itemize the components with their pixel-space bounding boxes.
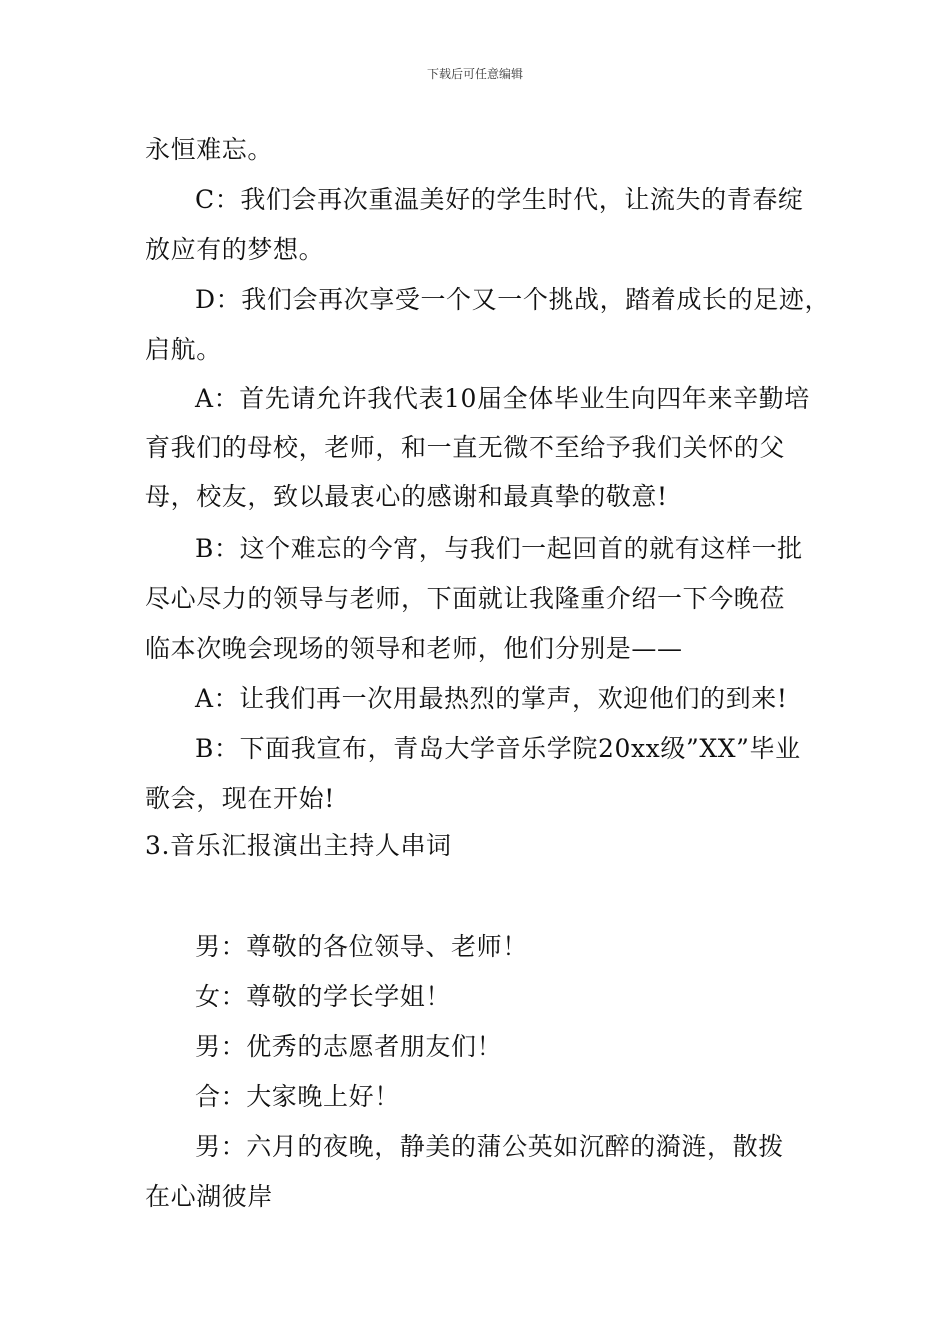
text-line: 男：尊敬的各位领导、老师！	[195, 932, 528, 961]
text-line: 永恒难忘。	[145, 135, 274, 164]
text-line: D：我们会再次享受一个又一个挑战，踏着成长的足迹，	[195, 285, 831, 314]
text-line: 尽心尽力的领导与老师，下面就让我隆重介绍一下今晚莅	[145, 584, 786, 613]
text-line: 启航。	[145, 335, 222, 364]
text-line: 男：六月的夜晚，静美的蒲公英如沉醉的漪涟，散拨	[195, 1132, 784, 1161]
text-line: 男：优秀的志愿者朋友们！	[195, 1032, 503, 1061]
section-heading: 3.音乐汇报演出主持人串词	[145, 831, 452, 860]
text-line: 在心湖彼岸	[145, 1182, 274, 1211]
text-line: A：首先请允许我代表10届全体毕业生向四年来辛勤培	[195, 384, 810, 413]
text-line: B：这个难忘的今宵，与我们一起回首的就有这样一批	[195, 534, 803, 563]
text-line: C：我们会再次重温美好的学生时代，让流失的青春绽	[195, 185, 804, 214]
text-line: 女：尊敬的学长学姐！	[195, 982, 452, 1011]
text-line: 合：大家晚上好！	[195, 1082, 400, 1111]
text-line: 母，校友，致以最衷心的感谢和最真挚的敬意!	[145, 482, 668, 511]
text-line: 放应有的梦想。	[145, 235, 325, 264]
text-line: B：下面我宣布，青岛大学音乐学院20xx级”XX”毕业	[195, 734, 801, 763]
page-header: 下载后可任意编辑	[426, 67, 523, 81]
text-line: 临本次晚会现场的领导和老师，他们分别是——	[145, 634, 683, 663]
text-line: 育我们的母校，老师，和一直无微不至给予我们关怀的父	[145, 433, 786, 462]
text-line: A：让我们再一次用最热烈的掌声，欢迎他们的到来!	[195, 684, 788, 713]
text-line: 歌会，现在开始!	[145, 784, 335, 813]
